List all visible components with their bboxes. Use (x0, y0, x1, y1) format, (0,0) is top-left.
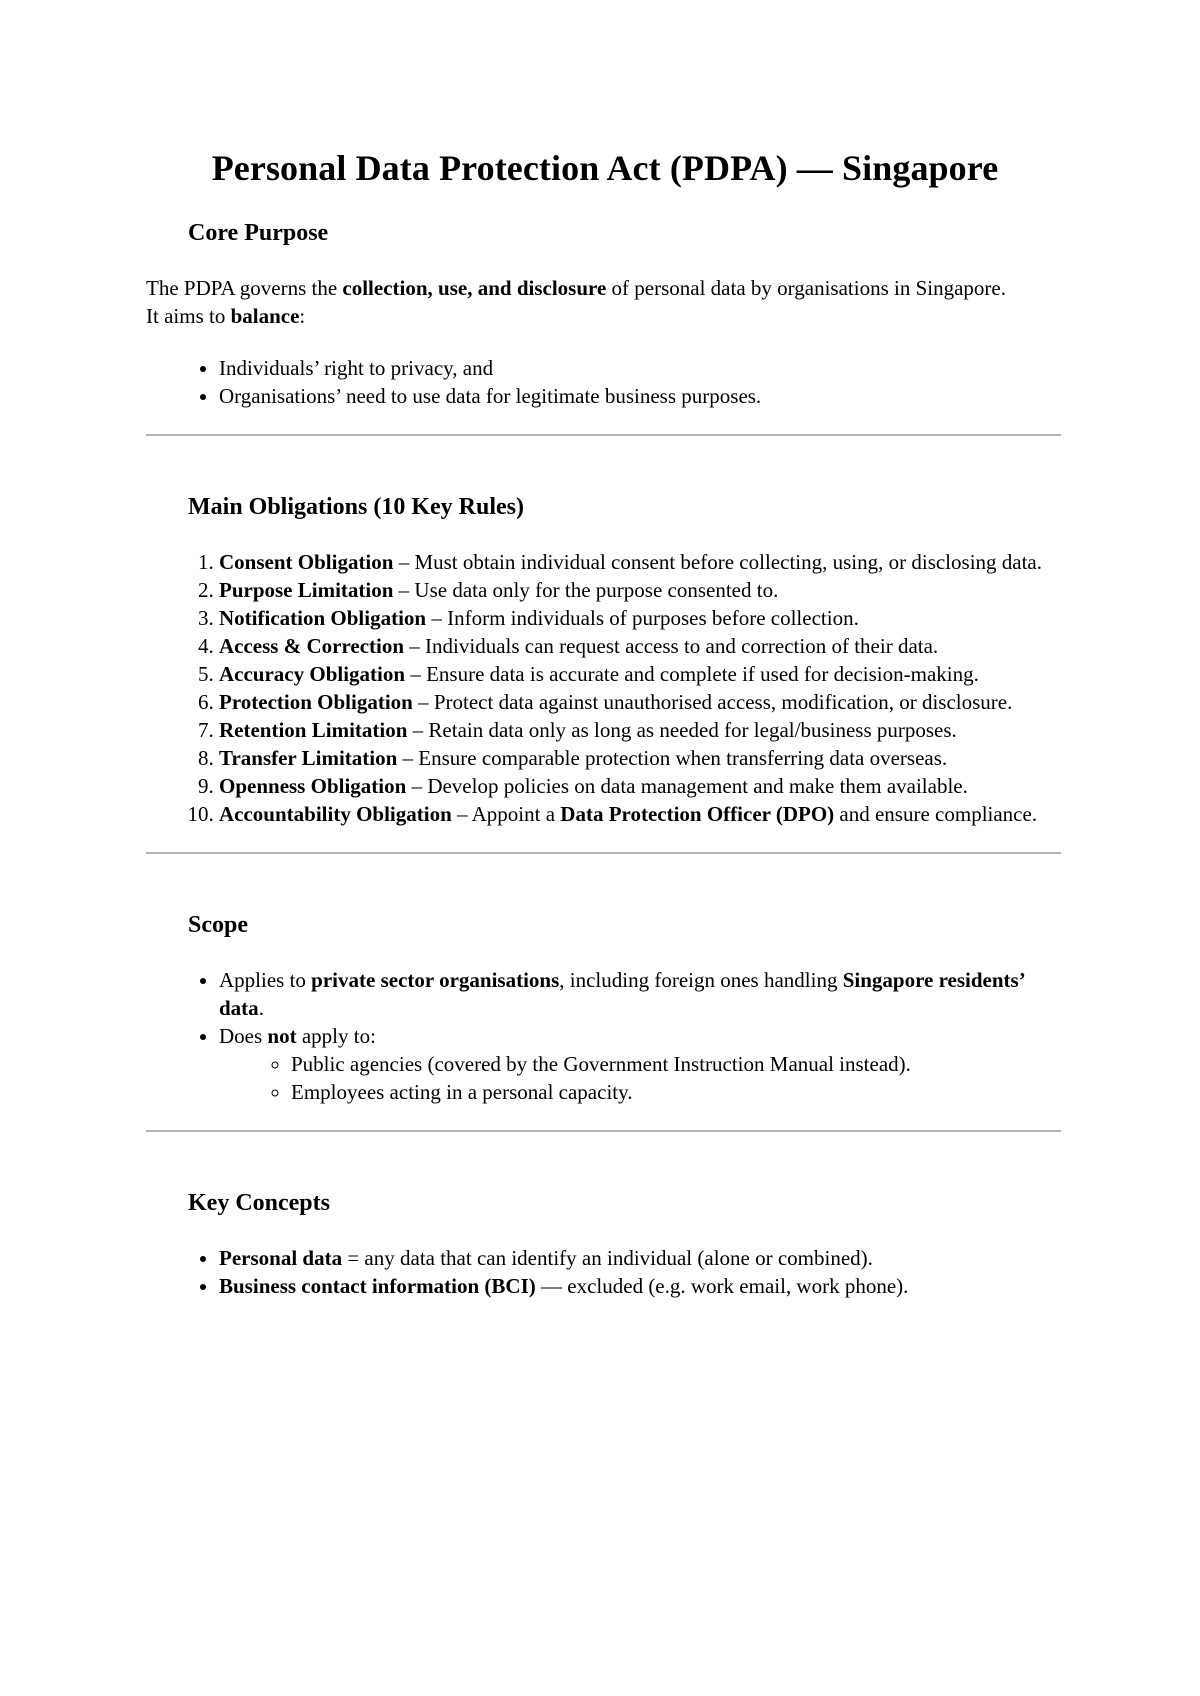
para1-text-bold: collection, use, and disclosure (342, 276, 607, 300)
obligation-term: Openness Obligation (219, 774, 407, 798)
obligation-term: Consent Obligation (219, 550, 394, 574)
obligation-desc: – Protect data against unauthorised access, modification, or disclosure. (412, 690, 1013, 714)
document-title: Personal Data Protection Act (PDPA) — Singapore (211, 148, 999, 188)
list-item (219, 576, 1064, 604)
obligation-term: Protection Obligation (219, 690, 413, 714)
list-item (219, 716, 1064, 744)
obligation-term: Access & Correction (219, 634, 405, 658)
list-item (219, 660, 1064, 688)
scope-emphasis: not (267, 1024, 297, 1048)
obligation-term: Notification Obligation (219, 606, 427, 630)
section-divider (146, 434, 1061, 436)
scope-text: . (258, 996, 264, 1020)
obligation-emphasis: Data Protection Officer (DPO) (560, 802, 835, 826)
core-purpose-paragraph-1 (146, 274, 1064, 302)
list-item (219, 604, 1064, 632)
obligation-desc: – Use data only for the purpose consented to. (393, 578, 779, 602)
section-divider (146, 1130, 1061, 1132)
sub-list-item: ◦ Employees acting in a personal capacity. (291, 1078, 1064, 1106)
scope-text: Does (219, 1024, 268, 1048)
obligation-term: Purpose Limitation (219, 578, 394, 602)
core-purpose-heading: Core Purpose (188, 220, 329, 246)
list-item (219, 548, 1064, 576)
list-item: • Organisations’ need to use data for legitimate business purposes. (219, 382, 1064, 410)
list-item (219, 772, 1064, 800)
list-item (219, 744, 1064, 772)
obligation-term: Transfer Limitation (219, 746, 398, 770)
key-concepts-bullet-list (146, 1244, 1064, 1300)
para1-text-pre: The PDPA governs the (146, 276, 343, 300)
list-item (219, 632, 1064, 660)
obligation-desc: – Retain data only as long as needed for legal/business purposes. (407, 718, 957, 742)
scope-emphasis: private sector organisations (311, 968, 560, 992)
obligation-desc: – Ensure data is accurate and complete if used for decision-making. (405, 662, 979, 686)
concept-desc: — excluded (e.g. work email, work phone). (535, 1274, 909, 1298)
scope-text: , including foreign ones handling (559, 968, 843, 992)
obligation-desc: – Develop policies on data management and make them available. (406, 774, 968, 798)
obligation-term: Retention Limitation (219, 718, 408, 742)
obligation-desc: – Must obtain individual consent before collecting, using, or disclosing data. (393, 550, 1043, 574)
sub-list-item: ◦ Public agencies (covered by the Government Instruction Manual instead). (291, 1050, 1064, 1078)
para2-text-bold: balance (230, 304, 300, 328)
obligation-desc: – Appoint a (451, 802, 561, 826)
obligations-heading: Main Obligations (10 Key Rules) (188, 494, 525, 520)
scope-bullet-list (146, 966, 1064, 1106)
list-item (219, 800, 1064, 828)
key-concepts-heading: Key Concepts (188, 1190, 330, 1216)
list-item (219, 966, 1064, 1022)
obligation-desc: – Individuals can request access to and correction of their data. (404, 634, 939, 658)
obligation-term: Accountability Obligation (219, 802, 452, 826)
para1-text-post: of personal data by organisations in Singapore. (606, 276, 1006, 300)
section-divider (146, 852, 1061, 854)
scope-heading: Scope (188, 912, 248, 938)
obligation-desc: – Ensure comparable protection when transferring data overseas. (397, 746, 948, 770)
obligations-numbered-list (146, 548, 1064, 828)
concept-term: Business contact information (BCI) (219, 1274, 536, 1298)
scope-text: apply to: (296, 1024, 376, 1048)
para2-text-pre: It aims to (146, 304, 231, 328)
list-item: • Individuals’ right to privacy, and (219, 354, 1064, 382)
list-item (219, 1022, 1064, 1106)
obligation-term: Accuracy Obligation (219, 662, 406, 686)
core-purpose-paragraph-2 (146, 302, 1064, 330)
scope-sub-list (219, 1050, 1064, 1106)
list-item (219, 688, 1064, 716)
list-item (219, 1272, 1064, 1300)
concept-term: Personal data (219, 1246, 343, 1270)
obligation-desc: and ensure compliance. (834, 802, 1038, 826)
scope-emphasis: Singapore residents’ data (219, 968, 1025, 1020)
list-item (219, 1244, 1064, 1272)
obligation-desc: – Inform individuals of purposes before collection. (426, 606, 859, 630)
scope-text: Applies to (219, 968, 312, 992)
para2-text-post: : (299, 304, 306, 328)
core-purpose-bullet-list (146, 354, 1064, 410)
concept-desc: = any data that can identify an individual (alone or combined). (342, 1246, 873, 1270)
